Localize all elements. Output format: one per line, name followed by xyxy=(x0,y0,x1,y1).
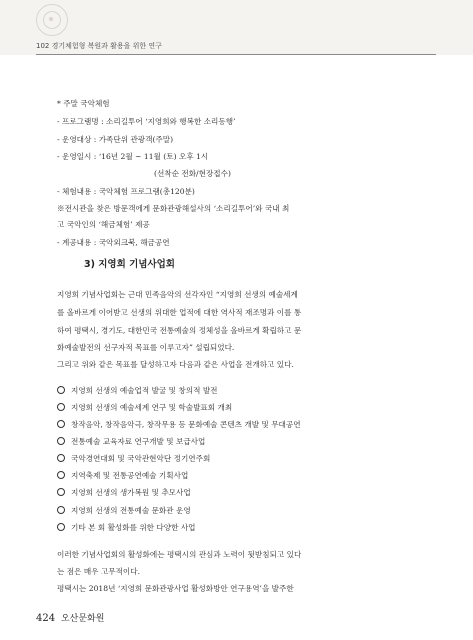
program-line: * 주말 국악체험 xyxy=(57,99,110,108)
circle-bullet-icon xyxy=(57,420,65,428)
intro-line: 를 올바르게 이어받고 선생의 위대한 업적에 대한 역사적 재조명과 이를 통 xyxy=(57,308,302,317)
activity-item: 지영희 선생의 예술세계 연구 및 학술발표회 개최 xyxy=(57,403,232,413)
intro-line: 그리고 위와 같은 목표를 달성하고자 다음과 같은 사업을 전개하고 있다. xyxy=(57,360,294,369)
circle-bullet-icon xyxy=(57,523,65,531)
program-line: - 운영대상 : 가족단위 관광객(주말) xyxy=(57,135,174,144)
program-line: 고 국악인의 ‘해금체험’ 제공 xyxy=(57,220,150,229)
page-footer xyxy=(36,611,104,624)
circle-bullet-icon xyxy=(57,437,65,445)
activity-item: 전통예술 교육자료 연구개발 및 보급사업 xyxy=(57,437,205,447)
program-line: ※전시관을 찾은 방문객에게 문화관광해설사의 ‘소리길투어’와 국내 최 xyxy=(57,204,290,213)
section-title: 3) 지영희 기념사업회 xyxy=(84,259,175,270)
closing-line: 이러한 기념사업회의 활성화에는 평택시의 관심과 노력이 뒷받침되고 있다 xyxy=(57,550,302,559)
page-number: 424 xyxy=(36,613,56,624)
circle-bullet-icon xyxy=(57,403,65,411)
circle-bullet-icon xyxy=(57,471,65,479)
intro-line: 지영희 기념사업회는 근대 민족음악의 선각자인 “지영희 선생의 예술세계 xyxy=(57,290,298,299)
running-header: 102 경기체험형 복원과 활용을 위한 연구 xyxy=(36,42,162,50)
closing-line: 는 점은 매우 고무적이다. xyxy=(57,567,141,576)
publication-name: 오산문화원 xyxy=(60,614,105,624)
circle-bullet-icon xyxy=(57,506,65,514)
activity-item: 지영희 선생의 전통예술 문화관 운영 xyxy=(57,506,191,516)
program-line: - 운영일시 : ‘16년 2월 ~ 11월 (토) 오후 1시 xyxy=(57,152,209,161)
intro-line: 화예술발전의 선구자적 목표를 이루고자” 설립되었다. xyxy=(57,343,235,352)
program-line: - 계공내용 : 국악외크북, 해금공연 xyxy=(57,238,170,247)
circle-bullet-icon xyxy=(57,386,65,394)
activity-item: 지영희 선생의 생가복원 및 추모사업 xyxy=(57,488,191,498)
activity-item: 기타 본 회 활성화를 위한 다양한 사업 xyxy=(57,523,196,533)
closing-line: 평택시는 2018년 ‘지영희 문화관광사업 활성화방안 연구용역’을 발주한 xyxy=(57,584,294,593)
activity-item: 지영희 선생의 예술업적 발굴 및 창의적 발전 xyxy=(57,386,218,396)
program-line: - 체험내용 : 국악체험 프로그램(총120분) xyxy=(57,187,195,196)
program-line: (선착순 전화/현장접수) xyxy=(154,169,231,178)
program-line: - 프로그램명 : 소리길투어 ‘지영희와 행복한 소리동행’ xyxy=(57,117,236,126)
header-divider xyxy=(36,54,436,55)
activity-item: 국악경연대회 및 국악관현악단 정기연주회 xyxy=(57,454,210,464)
circle-bullet-icon xyxy=(57,454,65,462)
emblem-icon xyxy=(36,4,68,36)
activity-item: 지역축제 및 전통공연예술 기획사업 xyxy=(57,471,188,481)
circle-bullet-icon xyxy=(57,488,65,496)
intro-line: 하여 평택시, 경기도, 대한민국 전통예술의 정체성을 올바르게 확립하고 문 xyxy=(57,326,302,335)
activity-item: 창작음악, 창작음악극, 창작무용 등 문화예술 콘텐츠 개발 및 무대공연 xyxy=(57,420,301,430)
